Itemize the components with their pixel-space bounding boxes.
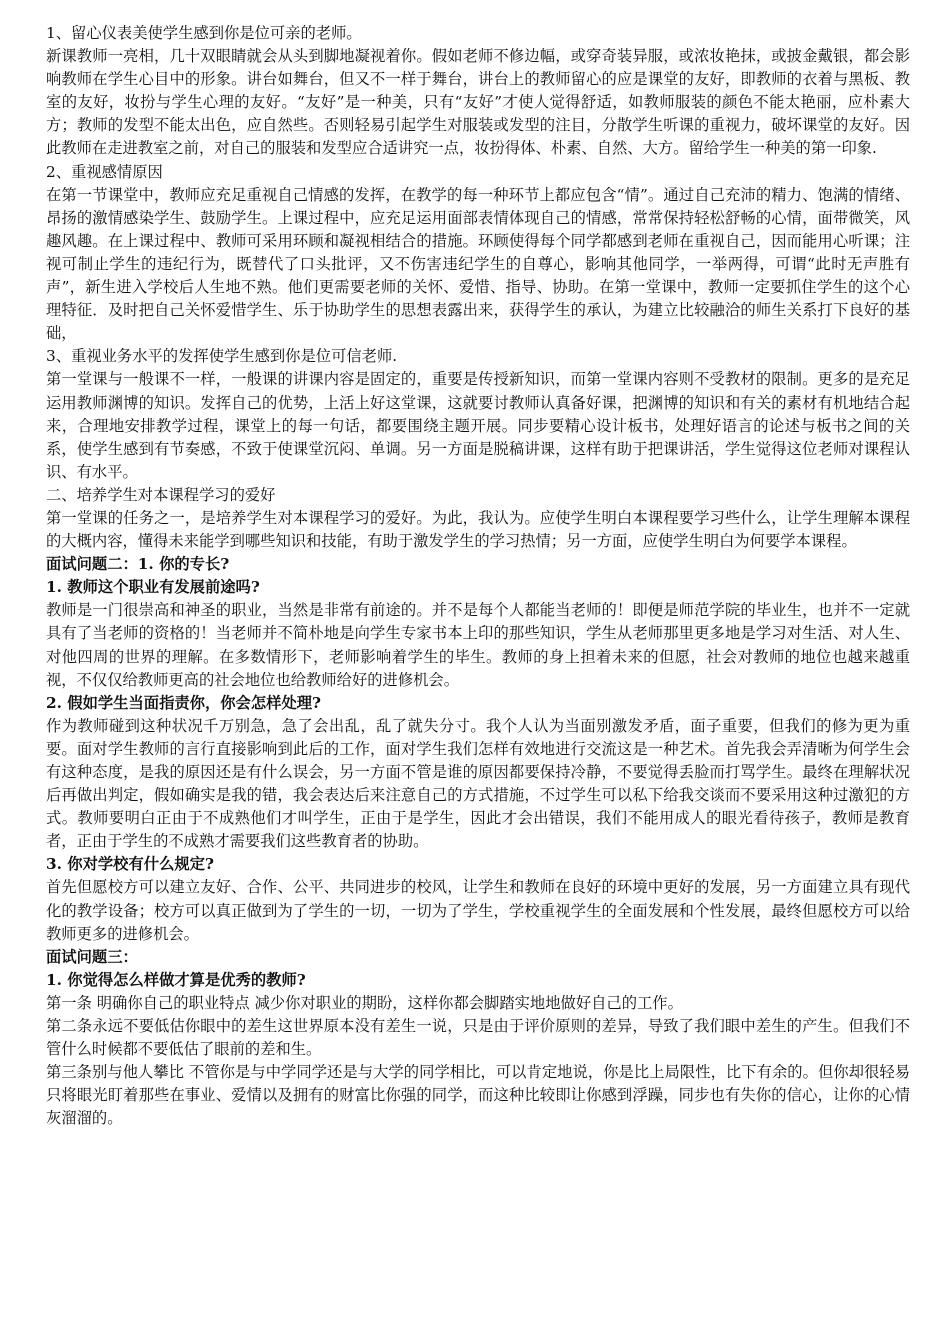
body-paragraph: 1、留心仪表美使学生感到你是位可亲的老师。 [46,24,362,42]
section-heading: 1. 教师这个职业有发展前途吗? [46,578,260,597]
section-heading: 面试问题三： [46,947,138,966]
body-paragraph: 第一堂课与一般课不一样，一般课的讲课内容是固定的，重要是传授新知识，而第一堂课内容则不受教材的限制。更多的是充足运用教师渊博的知识。发挥自己的优势，上活上好这堂课，这就要讨教师认真备好课，把渊博的知识和有关的素材有机地结合起来，合理地安排教学过程，课堂上的每一句话，都要围绕主题开展。同步要精心设计板书，处理好语言的论述与板书之间的关系，使学生感到有节奏感，不致于使课堂沉闷、单调。另一方面是脱稿讲课，这样有助于把课讲活，学生觉得这位老师对课程认识、有水平。 [46,370,910,481]
body-paragraph: 3、重视业务水平的发挥使学生感到你是位可信老师. [46,347,398,366]
section-heading: 3. 你对学校有什么规定? [46,855,214,874]
section-heading: 1. 你觉得怎么样做才算是优秀的教师? [46,970,306,989]
body-paragraph: 首先但愿校方可以建立友好、合作、公平、共同进步的校风，让学生和教师在良好的环境中更好的发展，另一方面建立具有现代化的教学设备；校方可以真正做到为了学生的一切，一切为了学生，学校重视学生的全面发展和个性发展，最终但愿校方可以给教师更多的进修机会。 [46,878,910,943]
body-paragraph: 在第一节课堂中，教师应充足重视自己情感的发挥，在教学的每一种环节上都应包含“情”。通过自己充沛的精力、饱满的情绪、昂扬的激情感染学生、鼓励学生。上课过程中，应充足运用面部表情体现自己的情感，常常保持轻松舒畅的心情，面带微笑，风趣风趣。在上课过程中、教师可采用环顾和凝视相结合的措施。环顾使得每个同学都感到老师在重视自己，因而能用心听课；注视可制止学生的违纪行为，既替代了口头批评，又不伤害违纪学生的自尊心，影响其他同学，一举两得，可谓“此时无声胜有声”，新生进入学校后人生地不熟。他们更需要老师的关怀、爱惜、指导、协助。在第一堂课中，教师一定要抓住学生的这个心理特征．及时把自己关怀爱惜学生、乐于协助学生的思想表露出来，获得学生的承认，为建立比较融洽的师生关系打下良好的基础， [46,185,910,343]
body-paragraph: 2、重视感情原因 [46,162,163,181]
section-heading: 面试问题二：1. 你的专长? [46,555,230,574]
body-paragraph: 第二条永远不要低估你眼中的差生这世界原本没有差生一说，只是由于评价原则的差异，导致了我们眼中差生的产生。但我们不管什么时候都不要低估了眼前的差和生。 [46,1017,910,1059]
body-paragraph: 新课教师一亮相，几十双眼睛就会从头到脚地凝视着你。假如老师不修边幅，或穿奇装异服，或浓妆艳抹，或披金戴银，都会影响教师在学生心目中的形象。讲台如舞台，但又不一样于舞台，讲台上的教师留心的应是课堂的友好，即教师的衣着与黑板、教室的友好，妆扮与学生心理的友好。“友好”是一种美，只有“友好”才使人觉得舒适，如教师服装的颜色不能太艳丽，应朴素大方；教师的发型不能太出色，应自然些。否则轻易引起学生对服装或发型的注目，分散学生听课的重视力，破坏课堂的友好。因此教师在走进教室之前，对自己的服装和发型应合适讲究一点，妆扮得体、朴素、自然、大方。留给学生一种美的第一印象. [46,47,910,158]
section-heading: 2. 假如学生当面指责你，你会怎样处理? [46,693,322,712]
body-paragraph: 第一条 明确你自己的职业特点 减少你对职业的期盼，这样你都会脚踏实地地做好自己的工作。 [46,993,683,1012]
body-paragraph: 第三条别与他人攀比 不管你是与中学同学还是与大学的同学相比，可以肯定地说，你是比上局限性，比下有余的。但你却很轻易只将眼光盯着那些在事业、爱情以及拥有的财富比你强的同学，而这种比较即让你感到浮躁，同步也有失你的信心，让你的心情灰溜溜的。 [46,1063,910,1128]
body-paragraph: 作为教师碰到这种状况千万别急，急了会出乱，乱了就失分寸。我个人认为当面别激发矛盾，面子重要，但我们的修为更为重要。面对学生教师的言行直接影响到此后的工作，面对学生我们怎样有效地进行交流这是一种艺术。首先我会弄清晰为何学生会有这种态度，是我的原因还是有什么误会，另一方面不管是谁的原因都要保持冷静，不要觉得丢脸而打骂学生。最终在理解状况后再做出判定，假如确实是我的错，我会表达后来注意自己的方式措施，不过学生可以私下给我交谈而不要采用这种过激犯的方式。教师要明白正由于不成熟他们才叫学生，正由于是学生，因此才会出错误，我们不能用成人的眼光看待孩子，教师是教育者，正由于学生的不成熟才需要我们这些教育者的协助。 [46,716,910,851]
body-paragraph: 二、培养学生对本课程学习的爱好 [46,485,276,504]
body-paragraph: 教师是一门很崇高和神圣的职业，当然是非常有前途的。并不是每个人都能当老师的！即便是师范学院的毕业生，也并不一定就具有了当老师的资格的！当老师并不简朴地是向学生专家书本上印的那些知识，学生从老师那里更多地是学习对生活、对人生、对他四周的世界的理解。在多数情形下，老师影响着学生的毕生。教师的身上担着未来的但愿，社会对教师的地位也越来越重视，不仅仅给教师更高的社会地位也给教师给好的进修机会。 [46,601,910,689]
body-paragraph: 第一堂课的任务之一，是培养学生对本课程学习的爱好。为此，我认为。应使学生明白本课程要学习些什么，让学生理解本课程的大概内容，懂得未来能学到哪些知识和技能，有助于激发学生的学习热情；另一方面，应使学生明白为何要学本课程。 [46,508,910,551]
